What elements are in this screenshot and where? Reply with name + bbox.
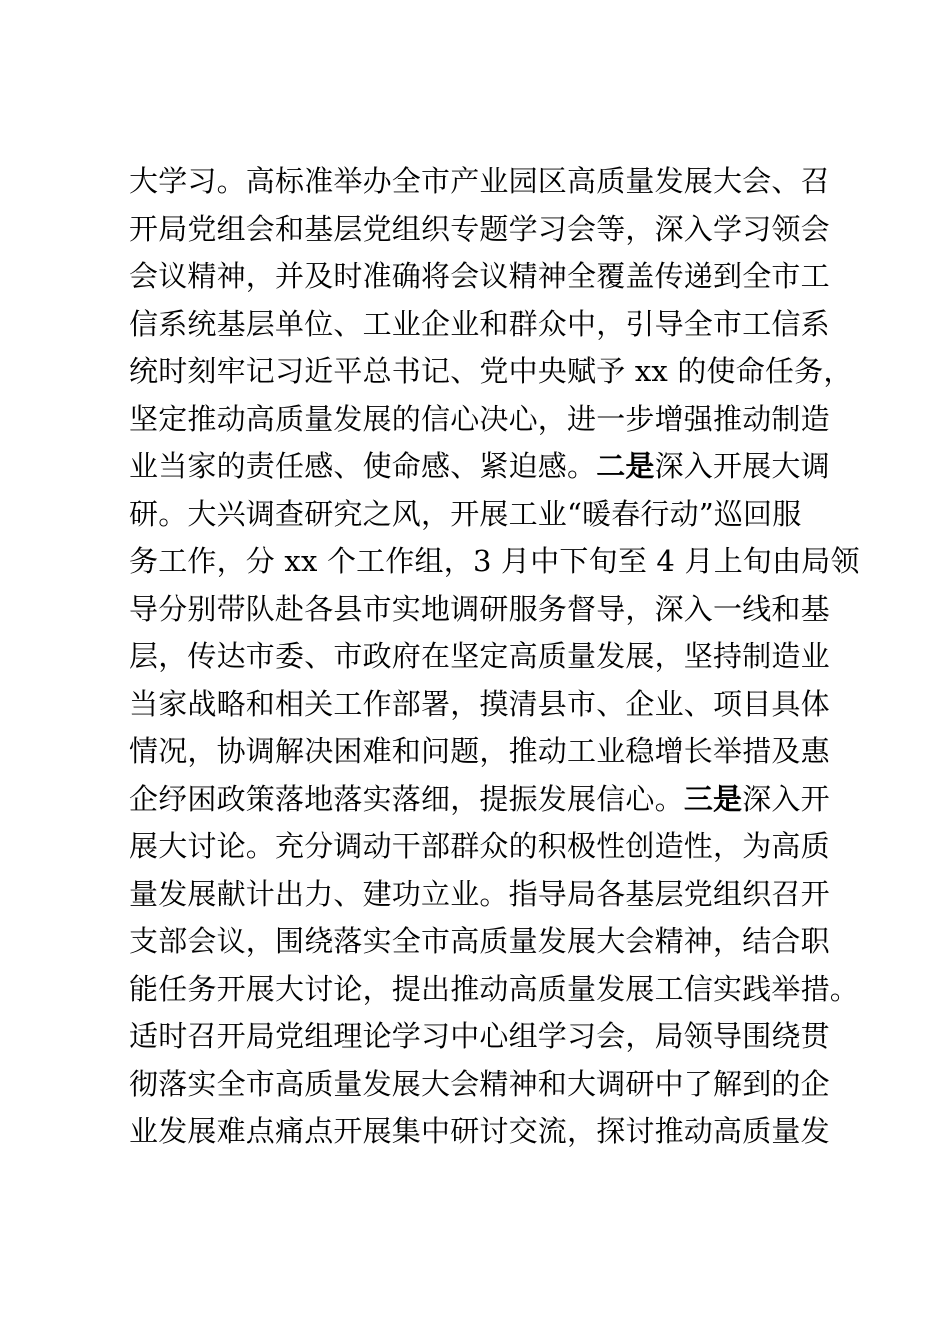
text-line — [129, 586, 869, 634]
text-line — [129, 966, 869, 1014]
bold-lead-phrase: 三是 — [683, 781, 743, 816]
text-segment: 坚定推动高质量发展的信心决心，进一步增强推动制造 — [129, 401, 830, 436]
text-line — [129, 681, 869, 729]
text-line — [129, 206, 869, 254]
text-line — [129, 918, 869, 966]
bold-lead-phrase: 二是 — [596, 449, 655, 483]
text-segment: 业当家的责任感、使命感、紧迫感。 — [129, 449, 597, 483]
text-segment: 业发展难点痛点开展集中研讨交流，探讨推动高质量发 — [129, 1114, 830, 1148]
text-line — [129, 396, 869, 444]
text-segment: 企纾困政策落地落实落细，提振发展信心。 — [129, 781, 684, 816]
text-segment: 情况，协调解决困难和问题，推动工业稳增长举措及惠 — [129, 734, 830, 768]
text-line — [129, 348, 869, 396]
text-segment: 展大讨论。充分调动干部群众的积极性创造性，为高质 — [129, 829, 830, 863]
text-segment: 层，传达市委、市政府在坚定高质量发展，坚持制造业 — [129, 639, 830, 673]
text-line — [129, 538, 869, 586]
text-line — [129, 301, 869, 349]
text-segment: 研。大兴调查研究之风，开展工业“暖春行动”巡回服 — [129, 496, 802, 531]
text-segment: 能任务开展大讨论，提出推动高质量发展工信实践举措。 — [129, 971, 860, 1006]
text-line — [129, 158, 869, 206]
text-segment: 量发展献计出力、建功立业。指导局各基层党组织召开 — [129, 876, 830, 911]
body-text — [129, 158, 869, 1156]
text-line — [129, 253, 869, 301]
text-segment: 开局党组会和基层党组织专题学习会等，深入学习领会 — [129, 211, 830, 246]
text-line — [129, 491, 869, 539]
text-line — [129, 633, 869, 681]
text-line — [129, 776, 869, 824]
text-line — [129, 1061, 869, 1109]
text-segment: 会议精神，并及时准确将会议精神全覆盖传递到全市工 — [129, 259, 830, 293]
text-line — [129, 1013, 869, 1061]
text-segment: 务工作，分 xx 个工作组，3 月中下旬至 4 月上旬由局领 — [129, 544, 860, 578]
text-line — [129, 443, 869, 491]
text-segment: 大学习。高标准举办全市产业园区高质量发展大会、召 — [129, 164, 830, 198]
text-line — [129, 823, 869, 871]
text-segment: 导分别带队赴各县市实地调研服务督导，深入一线和基 — [129, 591, 830, 626]
text-line — [129, 728, 869, 776]
text-segment: 当家战略和相关工作部署，摸清县市、企业、项目具体 — [129, 686, 830, 721]
text-segment: 彻落实全市高质量发展大会精神和大调研中了解到的企 — [129, 1066, 830, 1101]
text-segment: 适时召开局党组理论学习中心组学习会，局领导围绕贯 — [129, 1019, 830, 1053]
text-segment: 深入开 — [742, 781, 830, 816]
text-segment: 信系统基层单位、工业企业和群众中，引导全市工信系 — [129, 306, 830, 341]
text-line — [129, 1108, 869, 1156]
text-segment: 深入开展大调 — [654, 449, 830, 483]
text-line — [129, 871, 869, 919]
text-segment: 支部会议，围绕落实全市高质量发展大会精神，结合职 — [129, 924, 830, 958]
text-segment: 统时刻牢记习近平总书记、党中央赋予 xx 的使命任务， — [129, 354, 853, 388]
